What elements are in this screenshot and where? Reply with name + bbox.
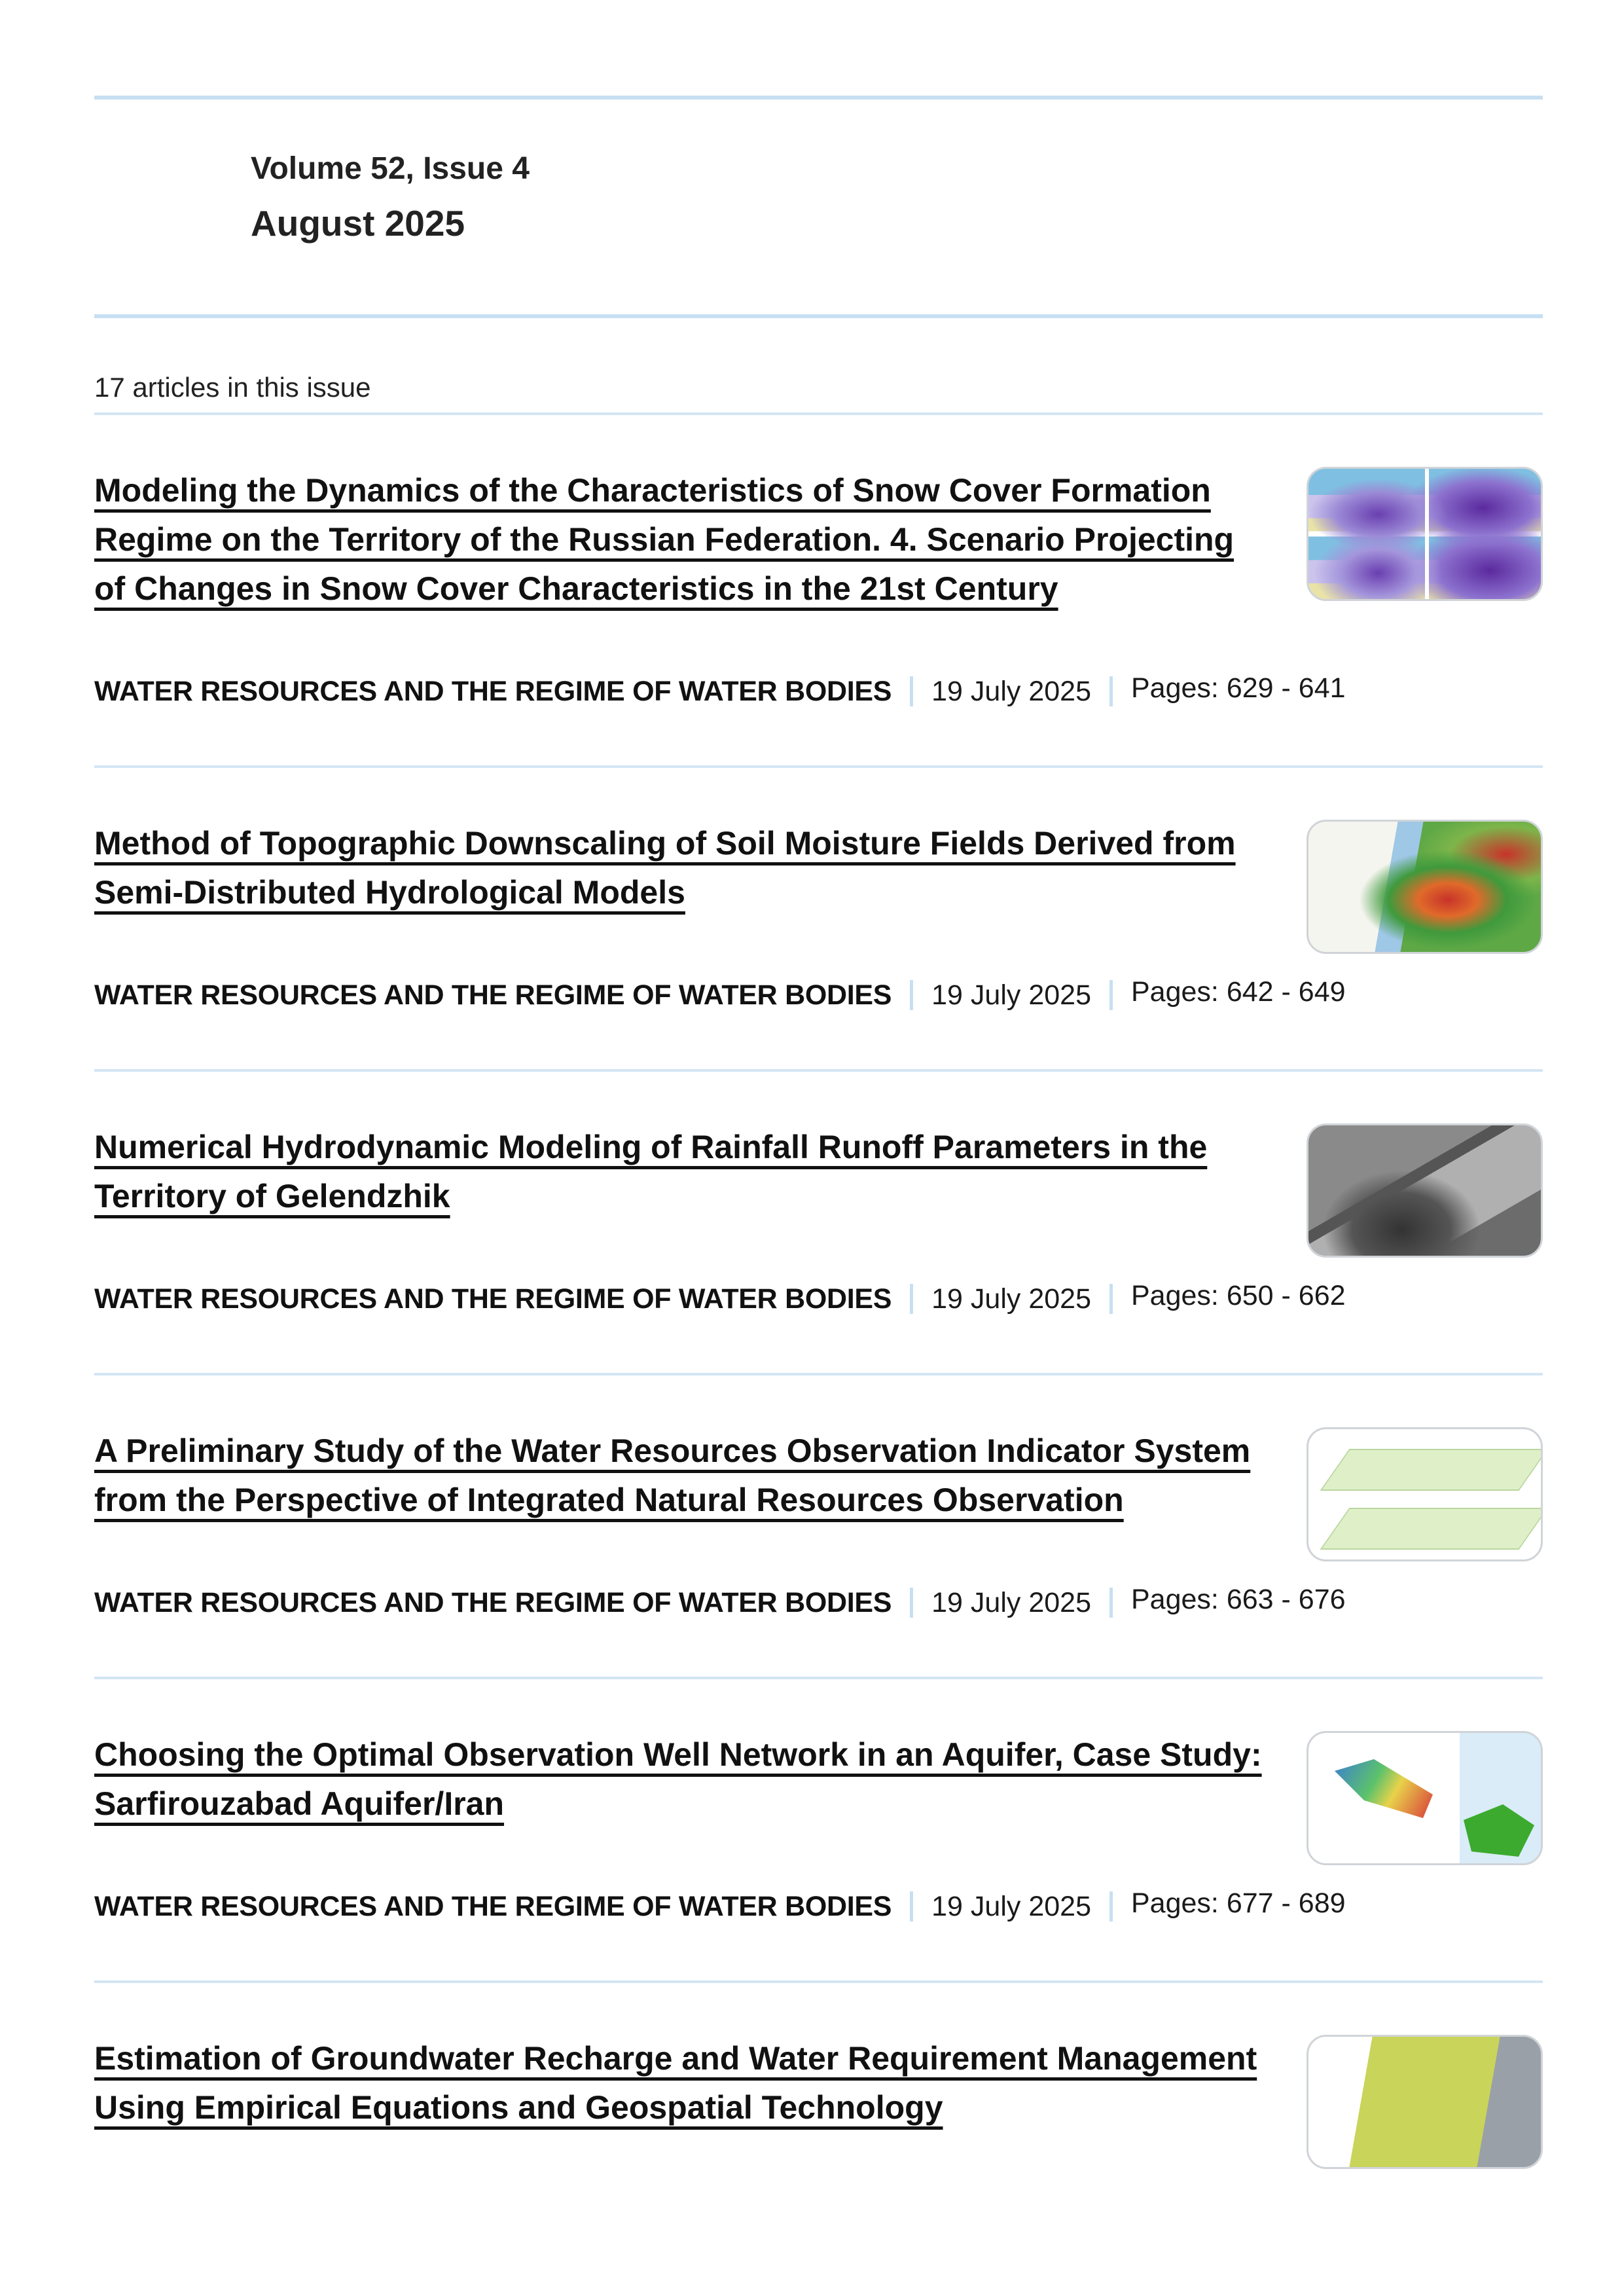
article-date: 19 July 2025 — [931, 1891, 1091, 1922]
article-meta — [94, 1586, 1543, 1619]
article-title-link[interactable]: Estimation of Groundwater Recharge and Water Requirement Management Using Empirical Equations and Geospatial Technology — [94, 2040, 1257, 2126]
article-title — [94, 1427, 1272, 1525]
article-pages: Pages: 677 - 689 — [1131, 1887, 1346, 1919]
article-title-link[interactable]: Method of Topographic Downscaling of Soil Moisture Fields Derived from Semi-Distributed Hydrological Models — [94, 825, 1236, 911]
meta-separator — [1109, 980, 1113, 1010]
meta-separator — [910, 1284, 913, 1314]
article-pages: Pages: 650 - 662 — [1131, 1280, 1346, 1311]
article-pages: Pages: 663 - 676 — [1131, 1584, 1346, 1615]
article-thumbnail[interactable] — [1307, 1123, 1543, 1258]
article-title — [94, 819, 1272, 917]
article-date: 19 July 2025 — [931, 1283, 1091, 1315]
article-item — [94, 1679, 1543, 1980]
article-section: WATER RESOURCES AND THE REGIME OF WATER BODIES — [94, 979, 892, 1011]
article-title — [94, 1730, 1272, 1829]
article-thumbnail[interactable] — [1307, 2035, 1543, 2169]
article-meta — [94, 1280, 1543, 1315]
article-section: WATER RESOURCES AND THE REGIME OF WATER BODIES — [94, 1283, 892, 1315]
article-item — [94, 1072, 1543, 1373]
article-section: WATER RESOURCES AND THE REGIME OF WATER BODIES — [94, 1891, 892, 1922]
article-date: 19 July 2025 — [931, 1587, 1091, 1618]
article-item — [94, 768, 1543, 1069]
meta-separator — [1109, 676, 1113, 706]
article-date: 19 July 2025 — [931, 676, 1091, 707]
article-pages: Pages: 629 - 641 — [1131, 672, 1346, 704]
article-section: WATER RESOURCES AND THE REGIME OF WATER BODIES — [94, 1587, 892, 1618]
issue-header — [94, 100, 1543, 314]
issue-page — [94, 0, 1543, 2190]
article-item — [94, 1376, 1543, 1677]
article-item — [94, 415, 1543, 765]
article-thumbnail[interactable] — [1307, 820, 1543, 954]
meta-separator — [910, 1588, 913, 1618]
article-count: 17 articles in this issue — [94, 372, 371, 403]
article-date: 19 July 2025 — [931, 979, 1091, 1011]
article-title — [94, 1123, 1272, 1221]
meta-separator — [910, 1891, 913, 1922]
article-thumbnail[interactable] — [1307, 1427, 1543, 1561]
meta-separator — [1109, 1891, 1113, 1922]
article-section: WATER RESOURCES AND THE REGIME OF WATER BODIES — [94, 676, 892, 707]
meta-separator — [910, 980, 913, 1010]
article-meta — [94, 976, 1543, 1011]
article-title-link[interactable]: A Preliminary Study of the Water Resources Observation Indicator System from the Perspective of Integrated Natural Resources Observation — [94, 1432, 1251, 1518]
article-pages: Pages: 642 - 649 — [1131, 976, 1346, 1008]
issue-date: August 2025 — [251, 203, 465, 244]
volume-issue: Volume 52, Issue 4 — [251, 151, 530, 186]
article-thumbnail[interactable] — [1307, 467, 1543, 601]
article-title-link[interactable]: Choosing the Optimal Observation Well Network in an Aquifer, Case Study: Sarfirouzabad Aquifer/Iran — [94, 1736, 1262, 1822]
meta-separator — [1109, 1588, 1113, 1618]
article-title — [94, 466, 1272, 613]
article-title-link[interactable]: Modeling the Dynamics of the Characteristics of Snow Cover Formation Regime on the Territory of the Russian Federation. 4. Scenario Projecting of Changes in Snow Cover Characteristics in the 21st Century — [94, 472, 1235, 607]
article-title — [94, 2034, 1272, 2132]
article-thumbnail[interactable] — [1307, 1731, 1543, 1865]
article-item — [94, 1983, 1543, 2190]
article-meta — [94, 672, 1543, 708]
article-meta — [94, 1887, 1543, 1923]
meta-separator — [910, 676, 913, 706]
article-title-link[interactable]: Numerical Hydrodynamic Modeling of Rainfall Runoff Parameters in the Territory of Gelendzhik — [94, 1129, 1208, 1214]
meta-separator — [1109, 1284, 1113, 1314]
